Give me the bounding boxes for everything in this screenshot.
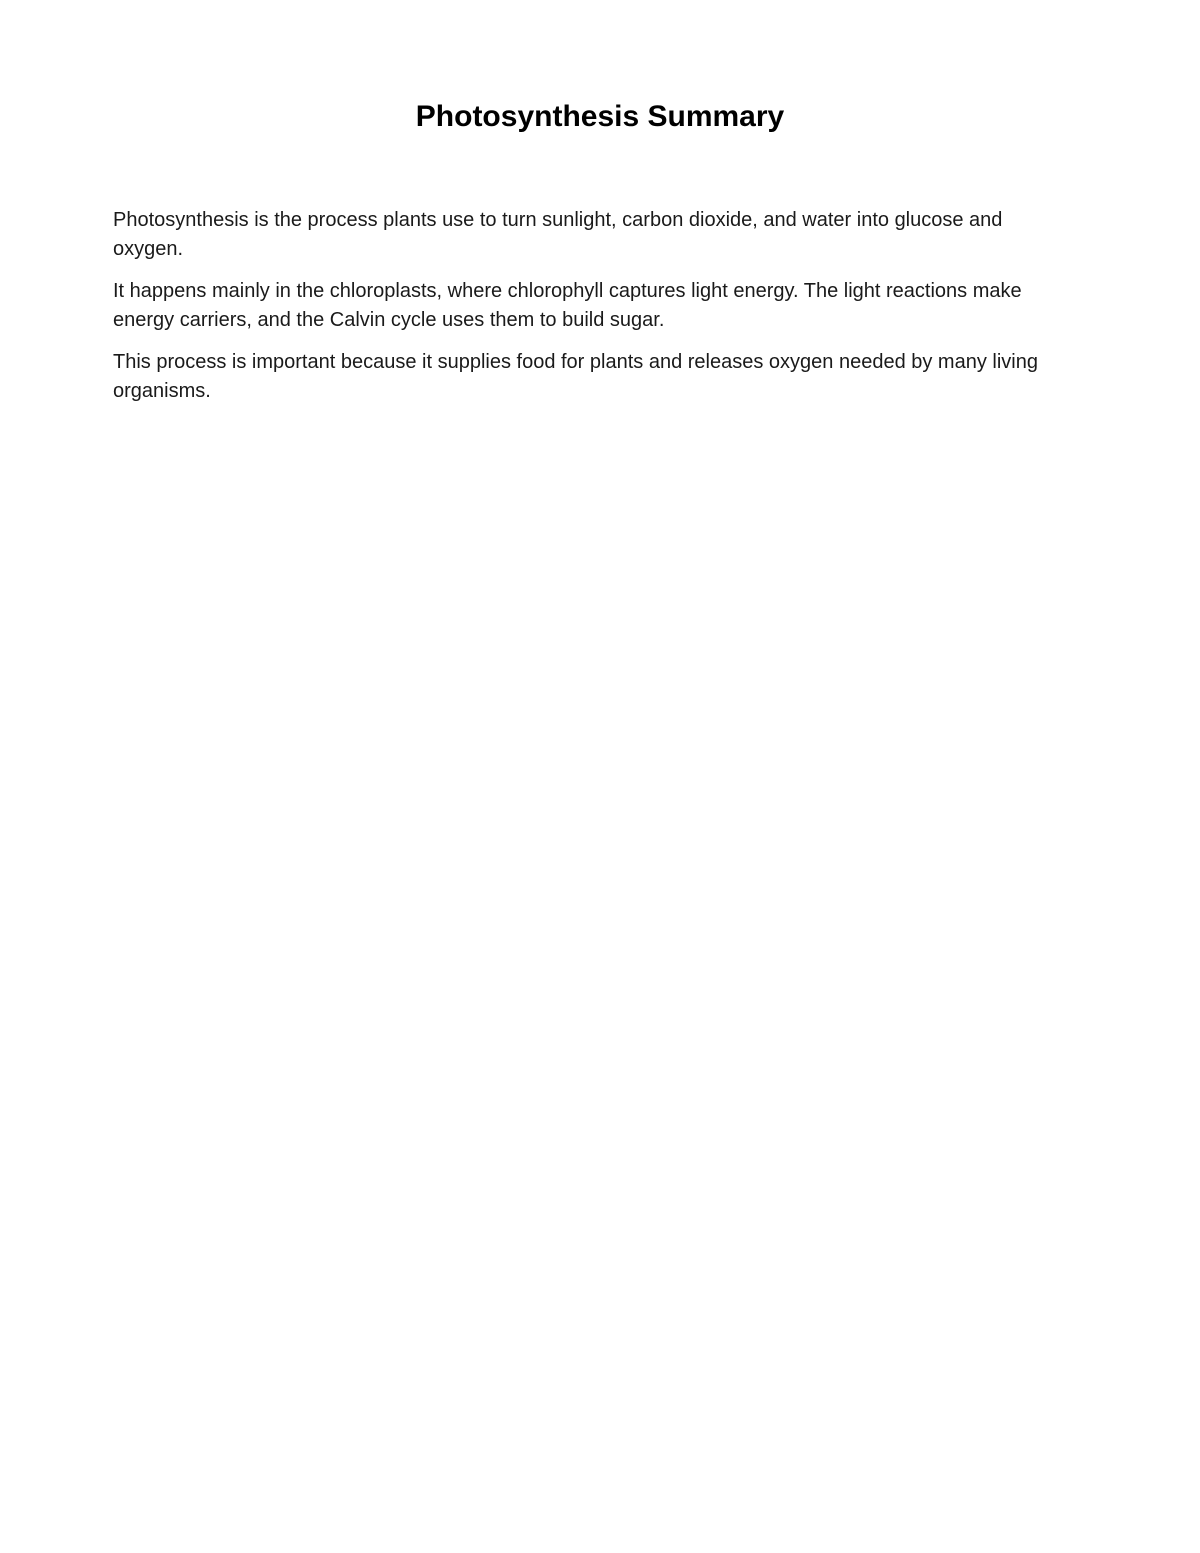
paragraph-location: It happens mainly in the chloroplasts, where chlorophyll captures light energy. The light reactions make energy carriers, and the Calvin cycle uses them to build sugar. [113,280,1022,331]
document-title: Photosynthesis Summary [415,100,785,133]
paragraph-importance: This process is important because it supplies food for plants and releases oxygen needed by many living organisms. [113,351,1038,402]
document-body [113,206,1078,419]
paragraph-definition: Photosynthesis is the process plants use to turn sunlight, carbon dioxide, and water into glucose and oxygen. [113,209,1003,260]
